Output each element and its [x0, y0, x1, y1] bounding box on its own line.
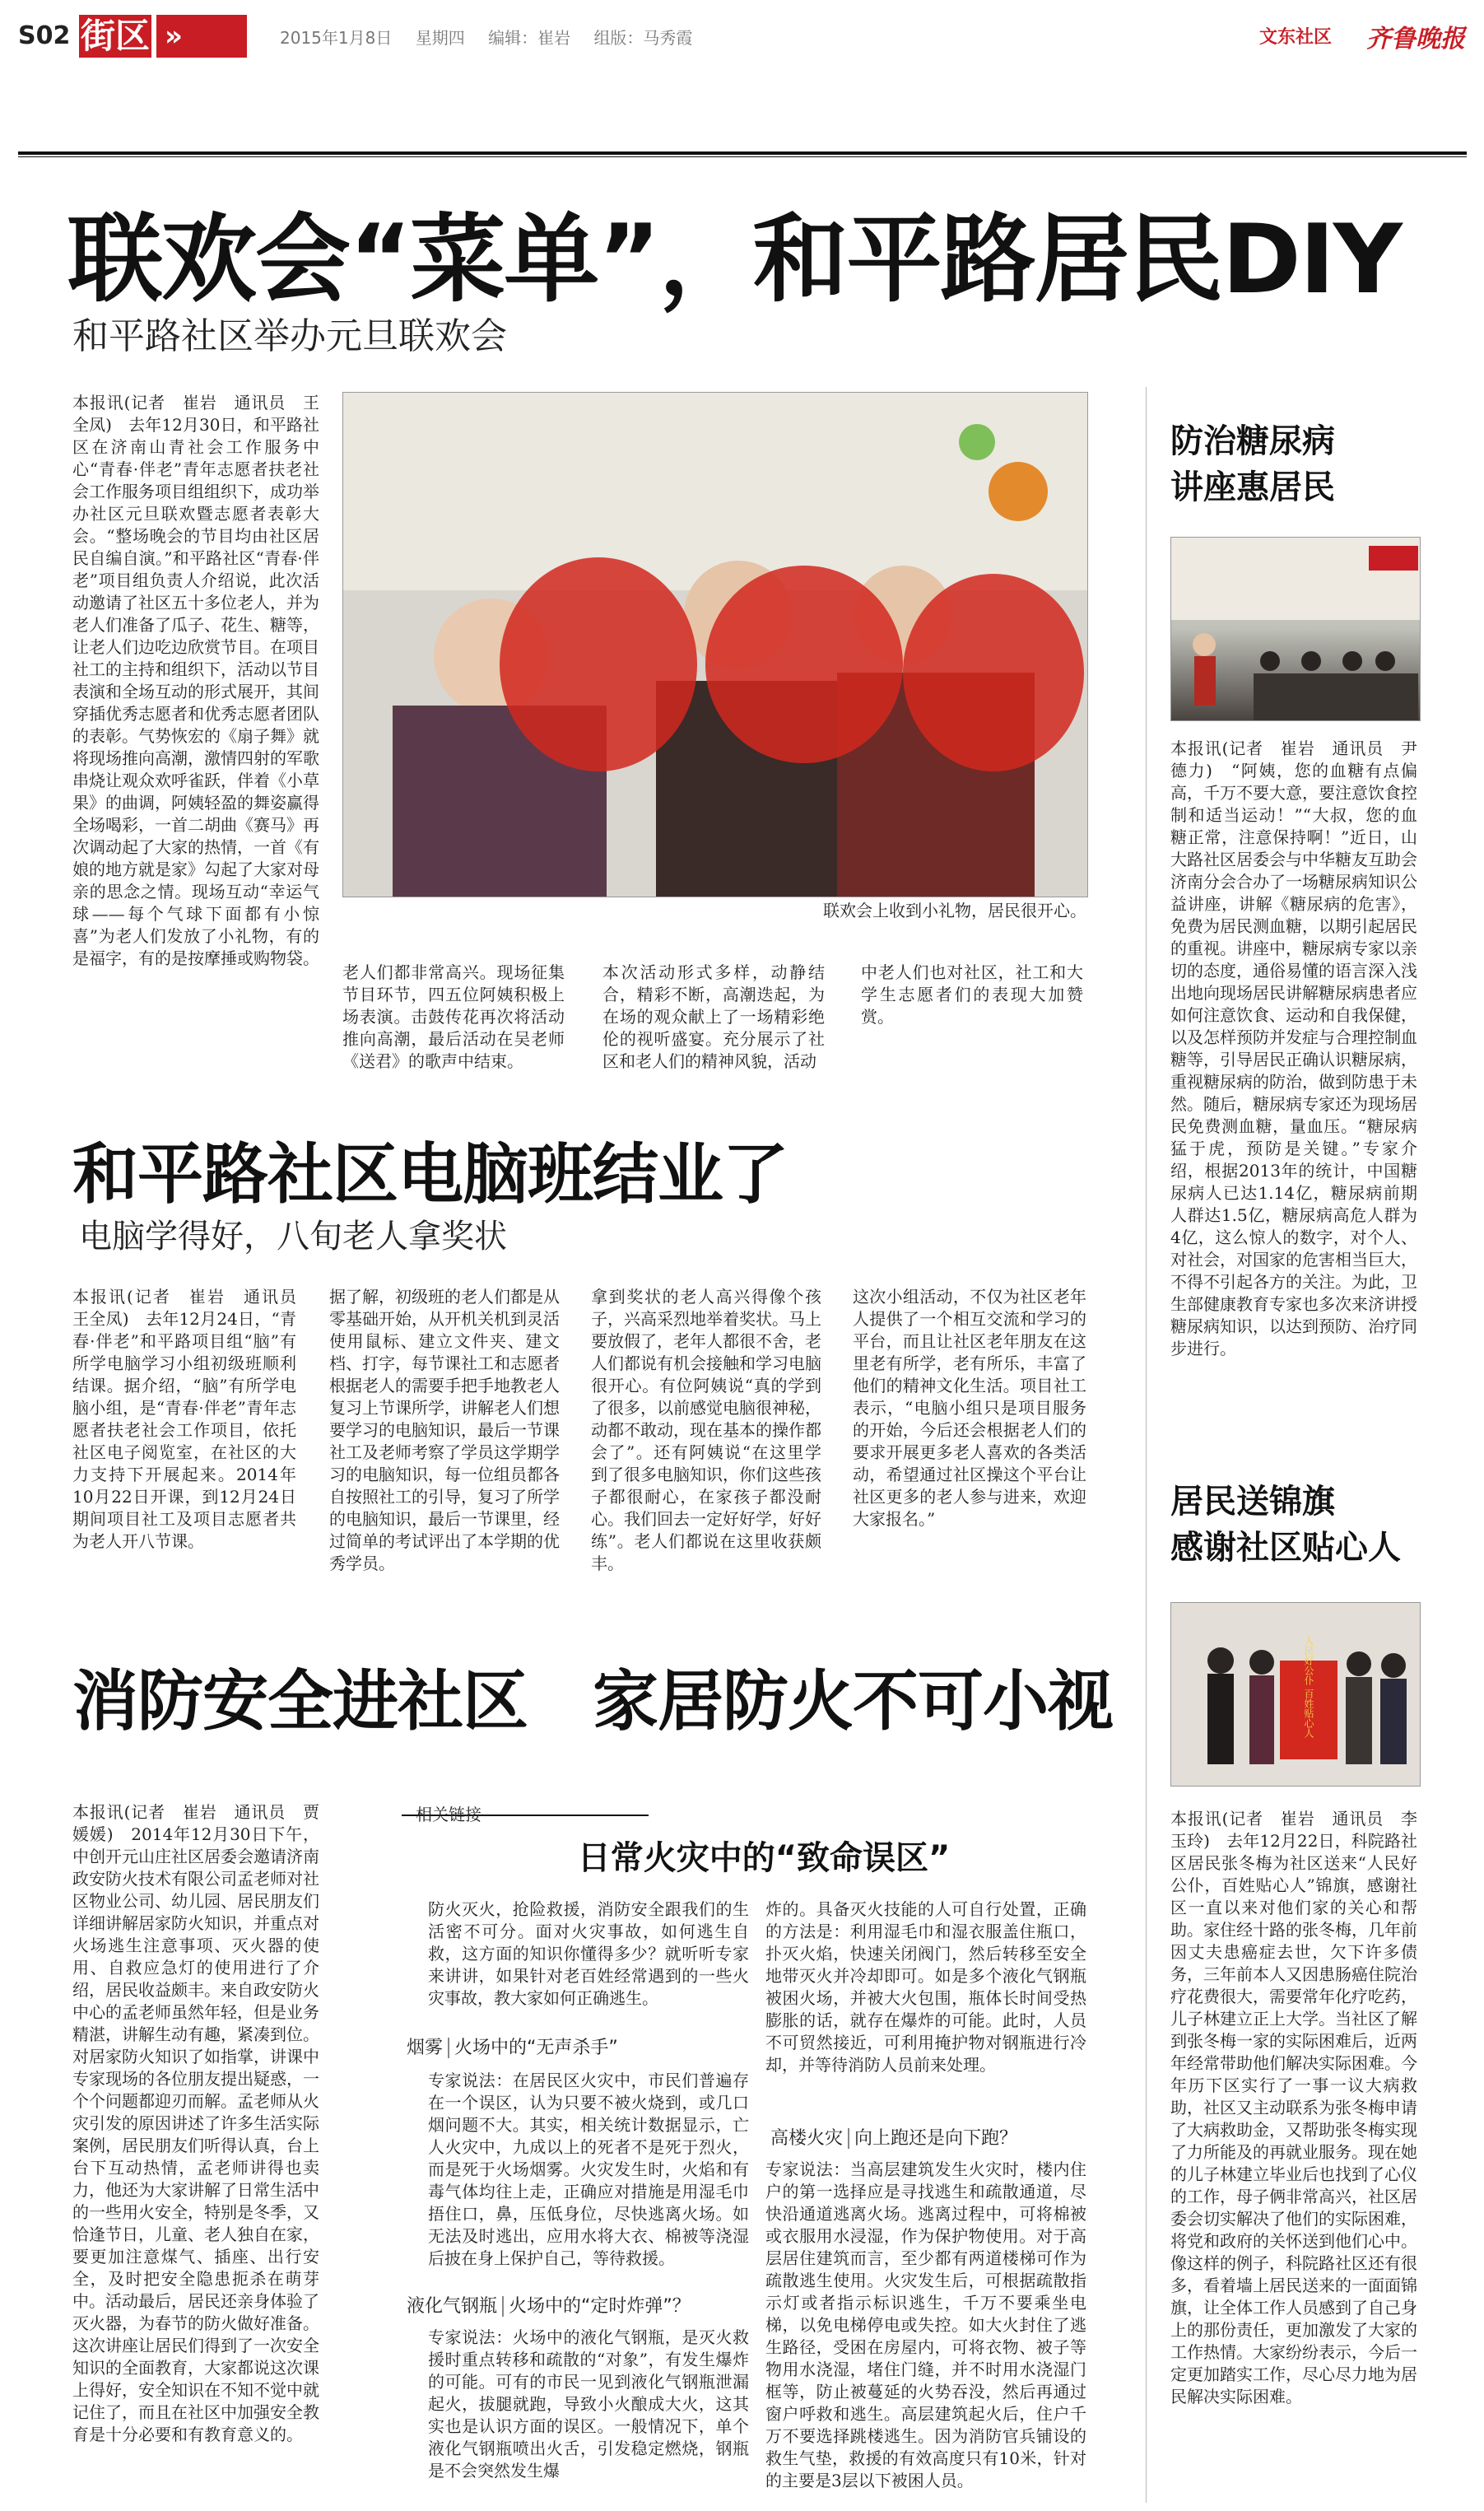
article2-col3: 拿到奖状的老人高兴得像个孩子，兴高采烈地举着奖状。马上要放假了，老年人都很不舍，老人们都说有机会接触和学习电脑很开心。有位阿姨说“真的学到了很多，以前感觉电脑很神秘，动都不敢动，现在基本的操作都会了”。还有阿姨说“在这里学到了很多电脑知识，你们这些孩子都很耐心，在家孩子都没耐心。我们回去一定好好学，好好练”。老人们都说在这里收获颇丰。 [591, 1287, 821, 1573]
related-section1-title: 火场中的“无声杀手” [454, 2038, 618, 2058]
related-section3-title: 向上跑还是向下跑？ [854, 2128, 1018, 2149]
party-photo-illustration [343, 393, 1087, 897]
edition-name: 文东社区 [1259, 27, 1333, 48]
lecture-photo-illustration [1171, 538, 1420, 720]
related-section3-heading [765, 2124, 1017, 2150]
related-section1-heading [402, 2033, 618, 2059]
related-link-title: 日常火灾中的“致命误区” [577, 1839, 951, 1877]
article1-col3: 本次活动形式多样，动静结合，精彩不断，高潮迭起，为在场的观众献上了一场精彩绝伦的视听盛宴。充分展示了社区和老人们的精神风貌，活动 [602, 962, 825, 1071]
article1-title: 联欢会“菜单”，和平路居民DIY [67, 204, 1401, 315]
article1-col1: 本报讯(记者 崔岩 通讯员 王全凤) 去年12月30日，和平路社区在济南山青社会工作服务中心“青春·伴老”青年志愿者扶老社会工作服务项目组组织下，成功举办社区元旦联欢暨志愿者表彰大会。“整场晚会的节目均由社区居民自编自演。”和平路社区“青春·伴老”项目组负责人介绍说，此次活动邀请了社区五十多位老人，并为老人们准备了瓜子、花生、糖等，让老人们边吃边欣赏节目。在项目社工的主持和组织下，活动以节目表演和全场互动的形式展开，其间穿插优秀志愿者和优秀志愿者团队的表彰。气势恢宏的《扇子舞》就将现场推向高潮，激情四射的军歌串烧让观众欢呼雀跃，伴着《小草果》的曲调，阿姨轻盈的舞姿赢得全场喝彩，一首二胡曲《赛马》再次调动起了大家的热情，一首《有娘的地方就是家》勾起了大家对母亲的思念之情。现场互动“幸运气球——每个气球下面都有小惊喜”为老人们发放了小礼物，有的是福字，有的是按摩捶或购物袋。 [72, 393, 319, 968]
article1-subtitle: 和平路社区举办元旦联欢会 [72, 315, 507, 357]
article1-photo-caption: 联欢会上收到小礼物，居民很开心。 [823, 901, 1086, 920]
newspaper-logo: 齐鲁晚报 [1366, 25, 1465, 54]
header-rule-thin [18, 156, 1467, 157]
issue-designer: 组版：马秀霞 [593, 28, 693, 48]
section-label: 街区 [80, 16, 150, 56]
article1-photo [342, 392, 1088, 897]
sidebar2-title: 居民送锦旗 感谢社区贴心人 [1170, 1483, 1401, 1567]
article2-col1: 本报讯(记者 崔岩 通讯员 王全凤) 去年12月24日，“青春·伴老”和平路项目组“脑”有所学电脑学习小组初级班顺利结课。据介绍，“脑”有所学电脑小组，是“青春·伴老”青年志愿者扶老社会工作项目，依托社区电子阅览室，在社区的大力支持下开展起来。2014年10月22日开课，到12月24日期间项目社工及项目志愿者共为老人开八节课。 [72, 1287, 313, 1551]
page-number: S02 [18, 21, 71, 50]
related-section2-heading [402, 2292, 691, 2318]
article2-title: 和平路社区电脑班结业了 [72, 1136, 788, 1213]
sidebar2-text: 本报讯(记者 崔岩 通讯员 李玉玲) 去年12月22日，科院路社区居民张冬梅为社区送来“人民好公仆，百姓贴心人”锦旗，感谢社区一直以来对他们家的关心和帮助。家住经十路的张冬梅，几年前因丈夫患癌症去世，欠下许多债务，三年前本人又因患肠癌住院治疗花费很大，需要常年化疗吃药，儿子林建立正上大学。当社区了解到张冬梅一家的实际困难后，近两年经常带助他们解决实际困难。今年历下区实行了一事一议大病救助，社区又主动联系为张冬梅申请了大病救助金，又帮助张冬梅实现了力所能及的再就业服务。现在她的儿子林建立毕业后也找到了心仪的工作，母子俩非常高兴，社区居委会切实解决了他们的实际困难，将党和政府的关怀送到他们心中。像这样的例子，科院路社区还有很多，看着墙上居民送来的一面面锦旗，让全体工作人员感到了自己身上的那份责任，更加激发了大家的工作热情。大家纷纷表示，今后一定更加踏实工作，尽心尽力地为居民解决实际困难。 [1170, 1809, 1417, 2406]
sidebar2-photo [1170, 1602, 1421, 1787]
issue-date: 2015年1月8日 [280, 28, 393, 48]
related-section1-label: 烟雾 [402, 2038, 449, 2058]
article3-title: 消防安全进社区 家居防火不可小视 [72, 1663, 1113, 1740]
article2-subtitle: 电脑学得好，八旬老人拿奖状 [79, 1218, 507, 1256]
related-section3-label: 高楼火灾 [765, 2128, 849, 2149]
related-section3-text: 专家说法：当高层建筑发生火灾时，楼内住户的第一选择应是寻找逃生和疏散通道，尽快沿通道逃离火场。逃离过程中，可将棉被或衣服用水浸湿，作为保护物使用。对于高层居住建筑而言，至少都有两道楼梯可作为疏散逃生使用。火灾发生后，可根据疏散指示灯或者指示标识逃生，千万不要乘坐电梯，以免电梯停电或失控。如大火封住了逃生路径，受困在房屋内，可将衣物、被子等物用水浇湿，堵住门缝，并不时用水浇湿门框等，防止被蔓延的火势吞没，然后再通过窗户呼救和逃生。高层建筑起火后，住户千万不要选择跳楼逃生。因为消防官兵铺设的救生气垫，救援的有效高度只有10米，针对的主要是3层以下被困人员。 [765, 2159, 1086, 2490]
related-link-tag: 相关链接 [416, 1805, 481, 1824]
related-section2-text: 专家说法：火场中的液化气钢瓶，是灭火救援时重点转移和疏散的“对象”，有发生爆炸的可能。可有的市民一见到液化气钢瓶泄漏起火，拔腿就跑，导致小火酿成大火，这其实也是认识方面的误区。一般情况下，单个液化气钢瓶喷出火舌，引发稳定燃烧，钢瓶是不会突然发生爆 [428, 2327, 749, 2481]
article1-col4: 中老人们也对社区，社工和大学生志愿者们的表现大加赞赏。 [861, 962, 1083, 1027]
issue-editor: 编辑：崔岩 [488, 28, 571, 48]
article2-col4: 这次小组活动，不仅为社区老年人提供了一个相互交流和学习的平台，而且让社区老年朋友在这里老有所学，老有所乐，丰富了他们的精神文化生活。项目社工表示，“电脑小组只是项目服务的开始，今后还会根据老人们的要求开展更多老人喜欢的各类活动，希望通过社区操这个平台让社区更多的老人参与进来，欢迎大家报名。” [853, 1287, 1086, 1529]
related-intro: 防火灭火，抢险救援，消防安全跟我们的生活密不可分。面对火灾事故，如何逃生自救，这方面的知识你懂得多少？就听听专家来讲讲，如果针对老百姓经常遇到的一些火灾事故，教大家如何正确逃生。 [428, 1899, 749, 2008]
header-rule [18, 151, 1467, 155]
sidebar1-text: 本报讯(记者 崔岩 通讯员 尹德力) “阿姨，您的血糖有点偏高，千万不要大意，要注意饮食控制和适当运动！”“大叔，您的血糖正常，注意保持啊！”近日，山大路社区居委会与中华糖友互助会济南分会合办了一场糖尿病知识公益讲座，讲解《糖尿病的危害》，免费为居民测血糖，以期引起居民的重视。讲座中，糖尿病专家以亲切的态度，通俗易懂的语言深入浅出地向现场居民讲解糖尿病患者应如何注意饮食、运动和自我保健，以及怎样预防并发症与合理控制血糖等，引导居民正确认识糖尿病，重视糖尿病的防治，做到防患于未然。随后，糖尿病专家还为现场居民免费测血糖，量血压。“糖尿病猛于虎，预防是关键。”专家介绍，根据2013年的统计，中国糖尿病人已达1.14亿，糖尿病前期人群达1.5亿，糖尿病高危人群为4亿，这么惊人的数字，对个人、对社会，对国家的危害相当巨大，不得不引起各方的关注。为此，卫生部健康教育专家也多次来济讲授糖尿病知识，以达到预防、治疗同步进行。 [1170, 738, 1417, 1358]
related-section1-text: 专家说法：在居民区火灾中，市民们普遍存在一个误区，认为只要不被火烧到，或几口烟问题不大。其实，相关统计数据显示，亡人火灾中，九成以上的死者不是死于烈火，而是死于火场烟雾。火灾发生时，火焰和有毒气体均往上走，正确应对措施是用湿毛巾捂住口，鼻，压低身位，尽快逃离火场。如无法及时逃出，应用水将大衣、棉被等浇湿后披在身上保护自己，等待救援。 [428, 2071, 749, 2268]
banner-photo-illustration [1171, 1603, 1420, 1786]
sidebar1-photo [1170, 537, 1421, 721]
column-separator [1146, 387, 1147, 2503]
related-section2-label: 液化气钢瓶 [402, 2296, 504, 2317]
article3-col1: 本报讯(记者 崔岩 通讯员 贾媛媛) 2014年12月30日下午，中创开元山庄社区居委会邀请济南政安防火技术有限公司孟老师对社区物业公司、幼儿园、居民朋友们详细讲解居家防火知识，并重点对火场逃生注意事项、灭火器的使用、自救应急灯的使用进行了介绍，居民收益颇丰。来自政安防火中心的孟老师虽然年轻，但是业务精湛，讲解生动有趣，紧凑到位。对居家防火知识了如指掌，讲课中专家现场的各位朋友提出疑惑，一个个问题都迎刃而解。孟老师从火灾引发的原因讲述了许多生活实际案例，居民朋友们听得认真，台上台下互动热情，孟老师讲得也卖力，他还为大家讲解了日常生活中的一些用火安全，特别是冬季，又恰逢节日，儿童、老人独自在家，要更加注意煤气、插座、出行安全，及时把安全隐患扼杀在萌芽中。活动最后，居民还亲身体验了灭火器，为春节的防火做好准备。这次讲座让居民们得到了一次安全知识的全面教育，大家都说这次课上得好，安全知识在不知不觉中就记住了，而且在社区中加强安全教育是十分必要和有教育意义的。 [72, 1802, 319, 2444]
sidebar1-title: 防治糖尿病 讲座惠居民 [1170, 422, 1335, 506]
banner-text: 人民好公仆 百姓贴心人 [1303, 1636, 1314, 1738]
issue-meta [280, 25, 710, 49]
related-section2-title: 火场中的“定时炸弹”？ [509, 2296, 691, 2317]
related-col3a: 炸的。具备灭火技能的人可自行处置，正确的方法是：利用湿毛巾和湿衣服盖住瓶口，扑灭火焰，快速关闭阀门，然后转移至安全地带灭火并冷却即可。如是多个液化气钢瓶被困火场，并被大火包围，瓶体长时间受热膨胀的话，就存在爆炸的可能。此时，人员不可贸然接近，可利用掩护物对钢瓶进行冷却，并等待消防人员前来处理。 [765, 1899, 1086, 2075]
section-arrow-icon: » [156, 15, 247, 58]
article2-col2: 据了解，初级班的老人们都是从零基础开始，从开机关机到灵活使用鼠标、建立文件夹、建文档、打字，每节课社工和志愿者根据老人的需要手把手地教老人复习上节课所学，讲解老人们想要学习的电脑知识，最后一节课社工及老师考察了学员这学期学习的电脑知识，每一位组员都各自按照社工的引导，复习了所学的电脑知识，最后一节课里，经过简单的考试评出了本学期的优秀学员。 [329, 1287, 560, 1573]
issue-weekday: 星期四 [415, 28, 465, 48]
article1-col2: 老人们都非常高兴。现场征集节目环节，四五位阿姨积极上场表演。击鼓传花再次将活动推向高潮，最后活动在吴老师《送君》的歌声中结束。 [342, 962, 565, 1071]
